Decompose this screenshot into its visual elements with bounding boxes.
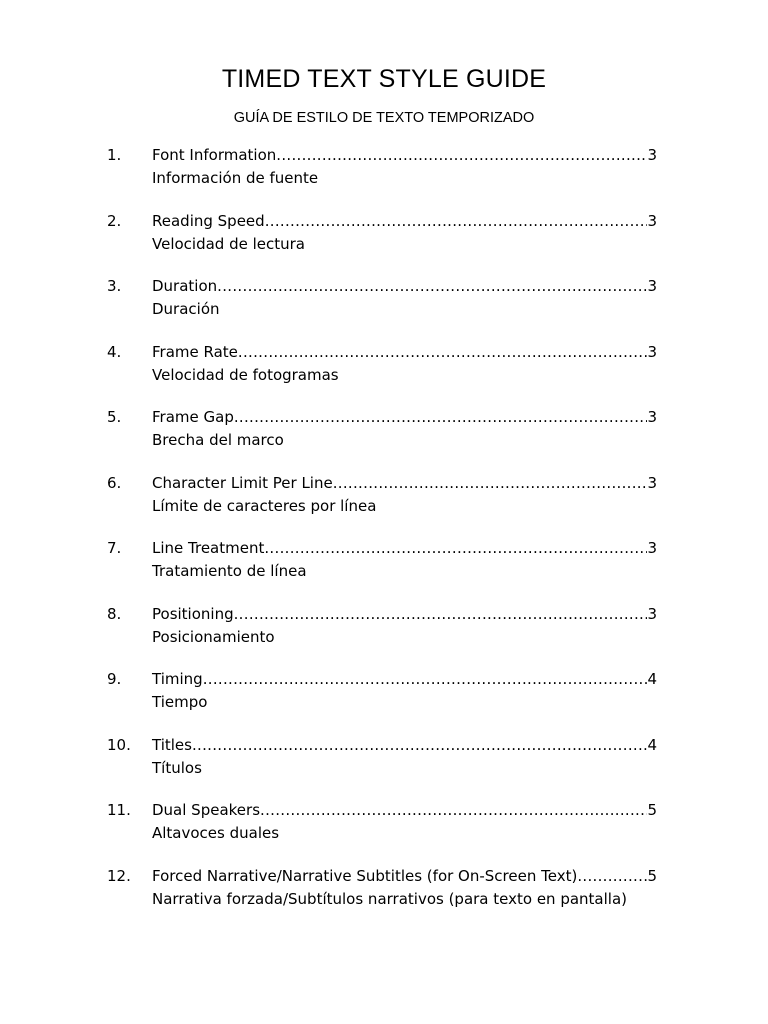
toc-entry-title: Titles <box>152 735 192 754</box>
toc-entry-translation: Posicionamiento <box>152 627 275 646</box>
toc-entry-page: 3 <box>647 211 657 230</box>
toc-entry[interactable] <box>0 668 768 718</box>
document-title: TIMED TEXT STYLE GUIDE <box>221 65 547 93</box>
toc-entry[interactable] <box>0 144 768 194</box>
dot-leader <box>192 734 647 757</box>
toc-entry-page: 3 <box>647 473 657 492</box>
toc-entry-page: 3 <box>647 539 657 557</box>
toc-entry-number: 2. <box>107 211 122 230</box>
toc-entry[interactable] <box>0 275 768 325</box>
toc-entry-page: 3 <box>647 408 657 426</box>
toc-entry-title: Dual Speakers <box>152 801 261 819</box>
toc-entry-number: 7. <box>107 539 122 557</box>
dot-leader <box>234 603 648 626</box>
toc-entry-number: 10. <box>107 735 131 754</box>
dot-leader <box>577 865 647 888</box>
toc-entry-title: Duration <box>152 277 218 295</box>
toc-entry[interactable] <box>0 341 768 391</box>
toc-entry[interactable] <box>0 734 768 784</box>
dot-leader <box>264 537 647 560</box>
toc-entry[interactable] <box>0 406 768 456</box>
toc-entry-number: 6. <box>107 473 122 492</box>
toc-entry[interactable] <box>0 865 768 915</box>
toc-entry-title: Frame Rate <box>152 342 238 361</box>
toc-entry-translation: Narrativa forzada/Subtítulos narrativos (para texto en pantalla) <box>152 889 627 908</box>
toc-entry-translation: Altavoces duales <box>152 824 280 842</box>
toc-entry-number: 11. <box>107 801 131 819</box>
dot-leader <box>276 144 647 167</box>
toc-entry-number: 8. <box>107 604 122 623</box>
toc-entry-title: Positioning <box>152 604 234 623</box>
document-subtitle: GUÍA DE ESTILO DE TEXTO TEMPORIZADO <box>233 110 535 126</box>
toc-entry-translation: Duración <box>152 300 220 318</box>
toc-entry-number: 12. <box>107 866 131 885</box>
toc-entry-title: Font Information <box>152 146 277 164</box>
dot-leader <box>217 275 647 298</box>
toc-entry-title: Reading Speed <box>152 211 265 230</box>
toc-entry-number: 3. <box>107 277 122 295</box>
dot-leader <box>203 668 648 691</box>
toc-entry[interactable] <box>0 799 768 849</box>
toc-entry-page: 3 <box>647 342 657 361</box>
toc-entry-translation: Brecha del marco <box>152 431 284 449</box>
toc-entry-title: Forced Narrative/Narrative Subtitles (for On-Screen Text) <box>152 866 578 885</box>
dot-leader <box>265 210 648 233</box>
toc-entry-number: 9. <box>107 670 122 688</box>
toc-entry-page: 3 <box>647 146 657 164</box>
dot-leader <box>238 341 648 364</box>
toc-entry-number: 4. <box>107 342 122 361</box>
toc-entry-page: 5 <box>647 866 657 885</box>
toc-entry-number: 5. <box>107 408 122 426</box>
toc-entry-title: Character Limit Per Line <box>152 473 333 492</box>
toc-entry[interactable] <box>0 472 768 522</box>
toc-entry-translation: Tratamiento de línea <box>152 562 307 580</box>
toc-entry-page: 5 <box>647 801 657 819</box>
toc-entry-translation: Velocidad de lectura <box>152 234 305 253</box>
toc-entry[interactable] <box>0 210 768 260</box>
toc-entry-translation: Títulos <box>152 758 202 777</box>
toc-entry-page: 3 <box>647 277 657 295</box>
toc-entry-title: Timing <box>152 670 203 688</box>
toc-entry-page: 4 <box>647 735 657 754</box>
dot-leader <box>234 406 648 429</box>
toc-entry-page: 3 <box>647 604 657 623</box>
toc-entry-translation: Velocidad de fotogramas <box>152 365 339 384</box>
toc-entry-translation: Información de fuente <box>152 169 319 187</box>
toc-entry-translation: Límite de caracteres por línea <box>152 496 377 515</box>
toc-entry-title: Frame Gap <box>152 408 234 426</box>
toc-entry-number: 1. <box>107 146 122 164</box>
dot-leader <box>333 472 648 495</box>
toc-entry-translation: Tiempo <box>152 693 208 711</box>
toc-entry[interactable] <box>0 537 768 587</box>
toc-entry[interactable] <box>0 603 768 653</box>
toc-entry-title: Line Treatment <box>152 539 265 557</box>
toc-entry-page: 4 <box>647 670 657 688</box>
dot-leader <box>260 799 647 822</box>
